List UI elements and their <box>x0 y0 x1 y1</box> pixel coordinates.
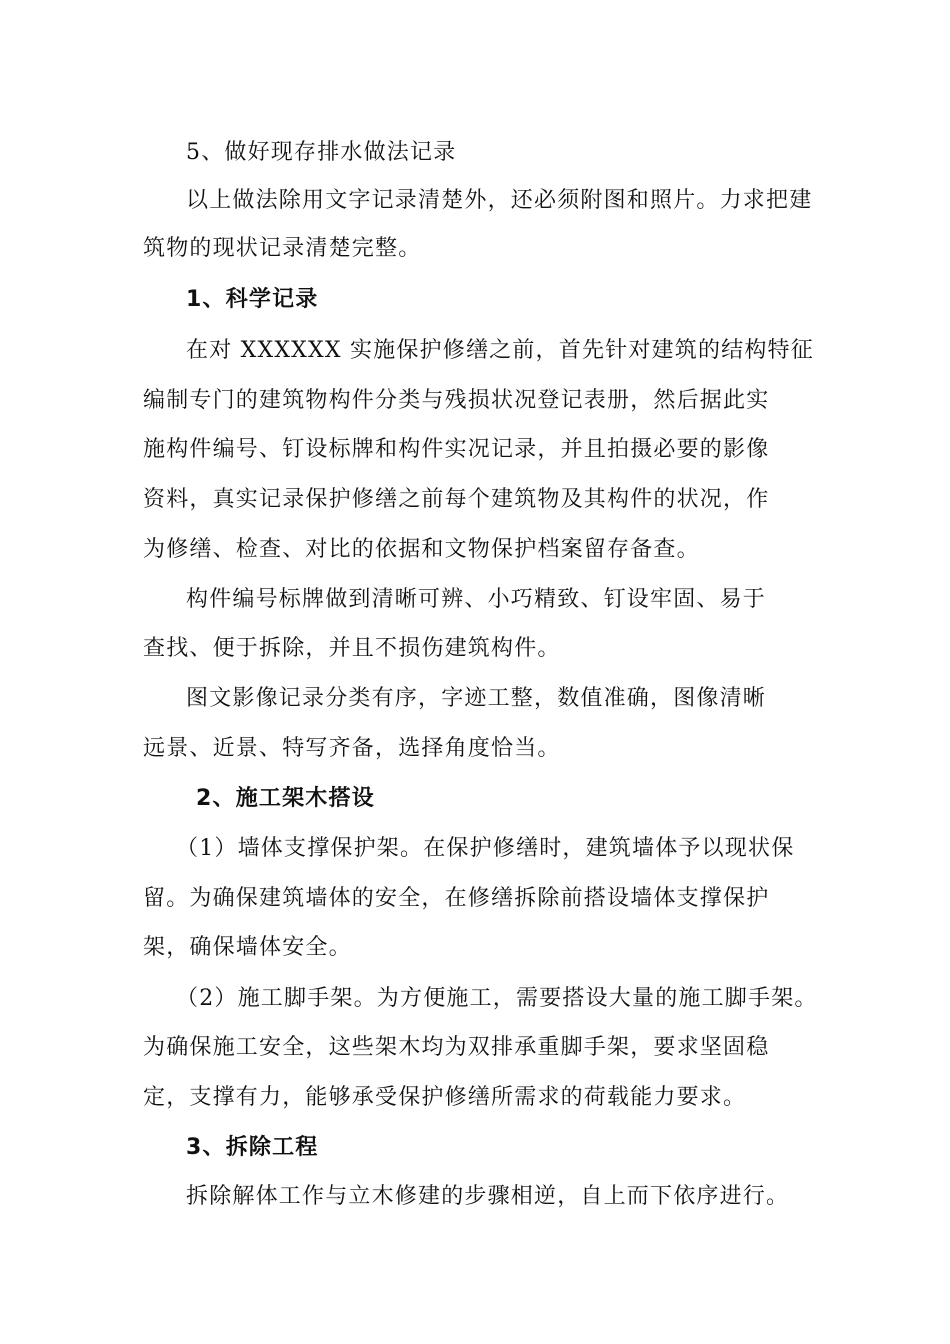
paragraph-line: 图文影像记录分类有序，字迹工整，数值准确，图像清晰 <box>186 686 767 711</box>
paragraph-line: 留。为确保建筑墙体的安全，在修缮拆除前搭设墙体支撑保护 <box>143 886 770 911</box>
paragraph-line: 编制专门的建筑物构件分类与残损状况登记表册，然后据此实 <box>143 388 770 413</box>
paragraph-line: 远景、近景、特写齐备，选择角度恰当。 <box>143 736 561 761</box>
paragraph-line: 为修缮、检查、对比的依据和文物保护档案留存备查。 <box>143 537 700 562</box>
paragraph-line: 构件编号标牌做到清晰可辨、小巧精致、钉设牢固、易于 <box>186 587 767 612</box>
paragraph-line: 5、做好现存排水做法记录 <box>186 140 457 165</box>
paragraph-line: （2）施工脚手架。为方便施工，需要搭设大量的施工脚手架。 <box>176 986 818 1011</box>
paragraph-line: 定，支撑有力，能够承受保护修缮所需求的荷载能力要求。 <box>143 1085 747 1110</box>
section-heading: 1、科学记录 <box>186 287 319 312</box>
paragraph-line: 施构件编号、钉设标牌和构件实况记录，并且拍摄必要的影像 <box>143 437 770 462</box>
paragraph-line: 拆除解体工作与立木修建的步骤相逆，自上而下依序进行。 <box>186 1184 790 1209</box>
paragraph-line: （1）墙体支撑保护架。在保护修缮时，建筑墙体予以现状保 <box>176 836 795 861</box>
section-heading: 3、拆除工程 <box>186 1135 319 1160</box>
paragraph-line: 资料，真实记录保护修缮之前每个建筑物及其构件的状况，作 <box>143 487 770 512</box>
paragraph-line: 架，确保墙体安全。 <box>143 935 352 960</box>
paragraph-line: 查找、便于拆除，并且不损伤建筑构件。 <box>143 636 561 661</box>
paragraph-line: 筑物的现状记录清楚完整。 <box>143 236 422 261</box>
section-heading: 2、施工架木搭设 <box>196 786 375 811</box>
paragraph-line: 为确保施工安全，这些架木均为双排承重脚手架，要求坚固稳 <box>143 1035 770 1060</box>
paragraph-line: 以上做法除用文字记录清楚外，还必须附图和照片。力求把建 <box>186 188 813 213</box>
paragraph-line: 在对 XXXXXX 实施保护修缮之前，首先针对建筑的结构特征 <box>186 338 814 363</box>
